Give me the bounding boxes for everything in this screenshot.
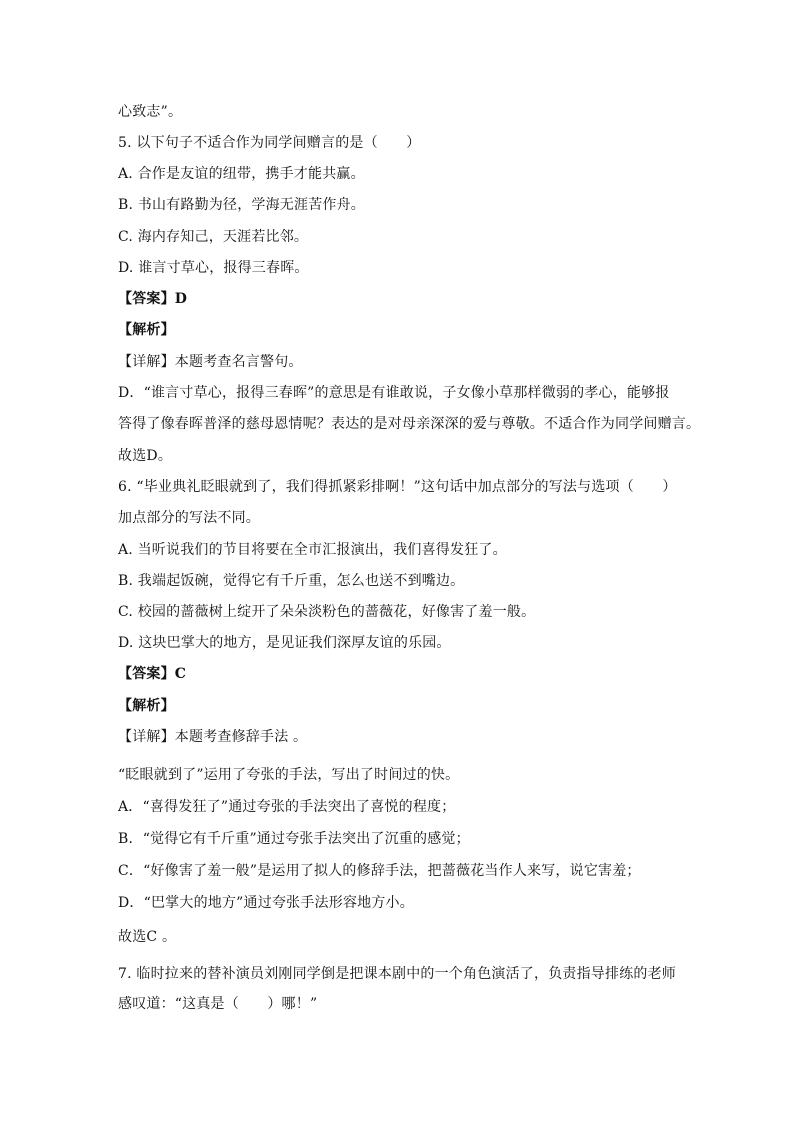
question-6-explanation: 【详解】本题考查修辞手法 。 [118,729,308,745]
question-5-option-b: B. 书山有路勤为径，学海无涯苦作舟。 [118,197,365,213]
question-6-explanation-b: B．“觉得它有千斤重”通过夸张手法突出了沉重的感觉； [118,831,470,847]
question-6-option-c: C. 校园的蔷薇树上绽开了朵朵淡粉色的蔷薇花，好像害了羞一般。 [118,604,536,620]
question-6-conclusion: 故选C 。 [118,929,177,945]
question-6-explanation-c: C．“好像害了羞一般”是运用了拟人的修辞手法，把蔷薇花当作人来写，说它害羞； [118,863,641,879]
question-6-option-d: D. 这块巴掌大的地方，是见证我们深厚友谊的乐园。 [118,635,451,651]
question-5-answer: 【答案】D [118,291,188,307]
question-6-stem: 6. “毕业典礼眨眼就到了，我们得抓紧彩排啊！”这句话中加点部分的写法与选项（ ） [118,479,677,495]
question-5-option-c: C. 海内存知己，天涯若比邻。 [118,229,309,245]
question-6-explanation-d: D．“巴掌大的地方”通过夸张手法形容地方小。 [118,895,414,911]
question-6-explanation-line: “眨眼就到了”运用了夸张的手法，写出了时间过的快。 [118,767,460,783]
question-5-conclusion: 故选D。 [118,448,173,464]
question-7-stem-continuation: 感叹道：“这真是（ ）哪！” [118,996,318,1012]
question-5-option-a: A. 合作是友谊的纽带，携手才能共赢。 [118,166,365,182]
text-line-continuation: 心致志”。 [118,104,183,120]
question-6-option-b: B. 我端起饭碗，觉得它有千斤重，怎么也送不到嘴边。 [118,573,465,589]
question-6-explanation-a: A．“喜得发狂了”通过夸张的手法突出了喜悦的程度； [118,799,456,815]
question-6-analysis-heading: 【解析】 [118,698,175,714]
question-5-explanation: 【详解】本题考查名言警句。 [118,354,303,370]
question-6-stem-continuation: 加点部分的写法不同。 [118,510,260,526]
question-5-stem: 5. 以下句子不适合作为同学间赠言的是（ ） [118,135,421,151]
question-5-option-d: D. 谁言寸草心，报得三春晖。 [118,260,309,276]
question-6-answer: 【答案】C [118,666,187,682]
question-5-explanation-line: 答得了像春晖普泽的慈母恩情呢？表达的是对母亲深深的爱与尊敬。不适合作为同学间赠言。 [118,416,701,432]
question-6-option-a: A. 当听说我们的节目将要在全市汇报演出，我们喜得发狂了。 [118,542,507,558]
question-5-analysis-heading: 【解析】 [118,322,175,338]
question-5-explanation-line: D．“谁言寸草心，报得三春晖”的意思是有谁敢说，子女像小草那样微弱的孝心，能够报 [118,385,670,401]
question-7-stem: 7. 临时拉来的替补演员刘刚同学倒是把课本剧中的一个角色演活了，负责指导排练的老师 [118,966,677,982]
